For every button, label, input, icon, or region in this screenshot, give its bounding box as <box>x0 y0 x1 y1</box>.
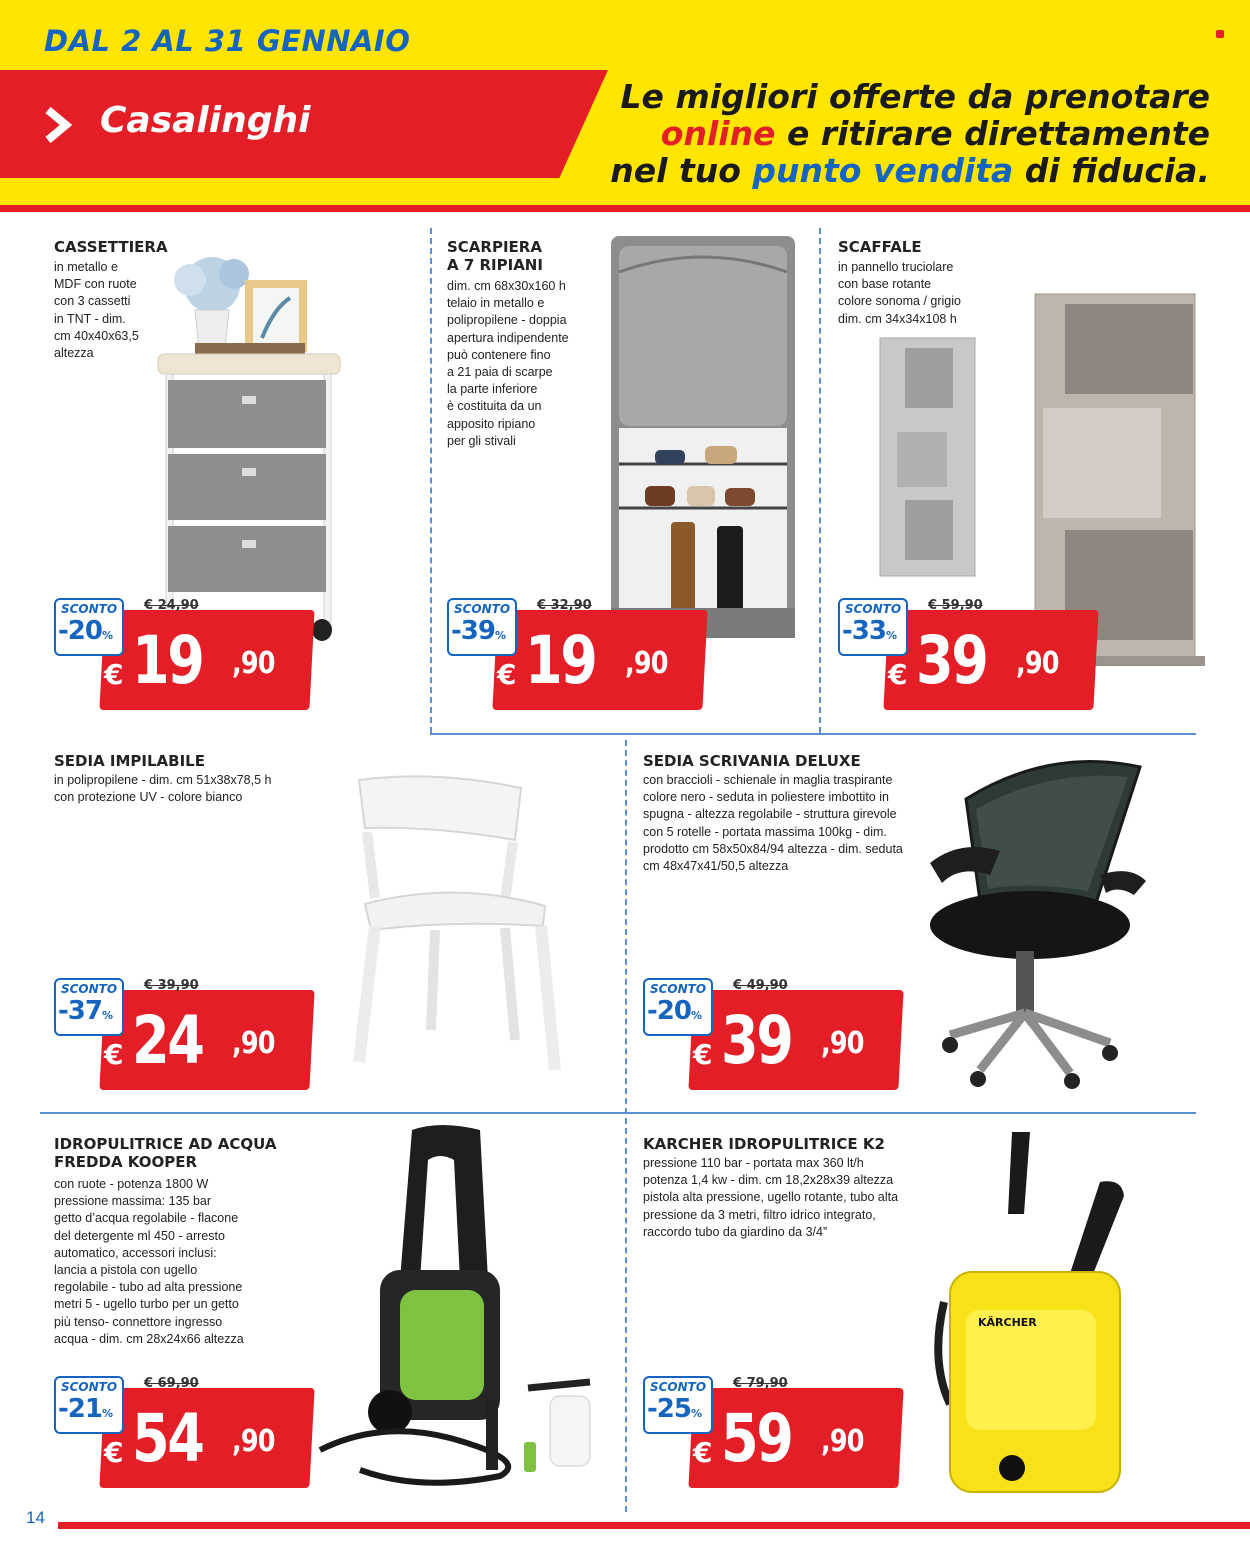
discount-label: SCONTO <box>60 982 118 996</box>
discount-label: SCONTO <box>60 1380 118 1394</box>
discount-label: SCONTO <box>649 982 707 996</box>
price-block <box>643 1376 883 1491</box>
product-title: SCAFFALE <box>838 238 922 256</box>
product-description: in metallo e MDF con ruote con 3 cassetti in TNT - dim. cm 40x40x63,5 altezza <box>54 260 139 361</box>
old-price: € 49,90 <box>733 978 788 993</box>
price-integer: 39 <box>916 622 987 699</box>
discount-badge <box>838 598 908 656</box>
discount-value <box>58 996 113 1026</box>
discount-percent-sign: % <box>885 629 898 642</box>
shoe-rack-image <box>605 232 805 652</box>
pressure-washer-kooper-image <box>300 1120 610 1495</box>
divider-h-2 <box>40 1112 1196 1114</box>
price-decimal: ,90 <box>1016 646 1059 681</box>
promo-online: online <box>660 114 776 153</box>
price-integer: 39 <box>721 1002 792 1079</box>
euro-sign: € <box>497 658 517 691</box>
price-integer: 24 <box>132 1002 203 1079</box>
product-description: dim. cm 68x30x160 h telaio in metallo e polipropilene - doppia apertura indipendente può contenere fino a 21 paia di scarpe la parte inferiore è costituita da un apposito ripiano per gli stivali <box>447 279 569 448</box>
price-decimal: ,90 <box>821 1424 864 1459</box>
euro-sign: € <box>104 658 124 691</box>
product-title: IDROPULITRICE AD ACQUA FREDDA KOOPER <box>54 1135 277 1171</box>
price-decimal: ,90 <box>625 646 668 681</box>
discount-number: -21 <box>58 1394 102 1424</box>
discount-badge <box>54 978 124 1036</box>
discount-badge <box>643 978 713 1036</box>
drawer-unit-image <box>150 250 350 645</box>
product-title: SEDIA IMPILABILE <box>54 752 205 770</box>
discount-value <box>842 616 897 646</box>
product-title: KARCHER IDROPULITRICE K2 <box>643 1135 885 1153</box>
header-divider <box>0 205 1250 212</box>
price-decimal: ,90 <box>821 1026 864 1061</box>
discount-value <box>647 996 702 1026</box>
price-block <box>54 1376 294 1491</box>
promo-line-3-post: di fiducia. <box>1013 151 1210 190</box>
divider-v-2 <box>819 228 821 733</box>
old-price: € 39,90 <box>144 978 199 993</box>
divider-h-1 <box>430 733 1196 735</box>
divider-v-1 <box>430 228 432 733</box>
price-decimal: ,90 <box>232 646 275 681</box>
promo-line-2-rest: e ritirare direttamente <box>775 114 1210 153</box>
old-price: € 69,90 <box>144 1376 199 1391</box>
promo-line-2 <box>610 115 1210 152</box>
price-block <box>447 598 687 713</box>
discount-value <box>647 1394 702 1424</box>
promo-punto-vendita: punto vendita <box>752 151 1014 190</box>
office-chair-image <box>920 755 1150 1095</box>
price-integer: 54 <box>132 1400 203 1477</box>
footer-divider <box>58 1522 1250 1529</box>
discount-percent-sign: % <box>690 1009 703 1022</box>
product-title: CASSETTIERA <box>54 238 168 256</box>
discount-badge <box>643 1376 713 1434</box>
price-decimal: ,90 <box>232 1026 275 1061</box>
discount-number: -20 <box>647 996 691 1026</box>
category-title: Casalinghi <box>100 100 311 141</box>
product-description: pressione 110 bar - portata max 360 lt/h potenza 1,4 kw - dim. cm 18,2x28x39 altezza pistola alta pressione, ugello rotante, tubo alta pressione da 3 metri, filtro idrico integrato, raccordo tubo da giardino da 3/4” <box>643 1156 899 1239</box>
promo-line-3 <box>610 152 1210 189</box>
pressure-washer-karcher-image <box>900 1122 1180 1502</box>
product-description: in polipropilene - dim. cm 51x38x78,5 h con protezione UV - colore bianco <box>54 773 272 805</box>
old-price: € 79,90 <box>733 1376 788 1391</box>
discount-badge <box>447 598 517 656</box>
product-title: SEDIA SCRIVANIA DELUXE <box>643 752 861 770</box>
euro-sign: € <box>693 1038 713 1071</box>
chevron-right-icon <box>40 106 74 144</box>
euro-sign: € <box>104 1436 124 1469</box>
product-description: in pannello truciolare con base rotante colore sonoma / grigio dim. cm 34x34x108 h <box>838 260 961 326</box>
karcher-logo: KÄRCHER <box>978 1316 1037 1329</box>
promo-line-1: Le migliori offerte da prenotare <box>620 77 1210 116</box>
promo-headline <box>610 78 1210 189</box>
old-price: € 32,90 <box>537 598 592 613</box>
discount-percent-sign: % <box>101 629 114 642</box>
price-block <box>54 978 294 1093</box>
price-integer: 19 <box>525 622 596 699</box>
discount-number: -33 <box>842 616 886 646</box>
price-block <box>838 598 1078 713</box>
discount-value <box>451 616 506 646</box>
product-description: con ruote - potenza 1800 W pressione massima: 135 bar getto d’acqua regolabile - flacone del detergente ml 450 - arresto automatico, accessori inclusi: lancia a pistola con ugello regolabile - tubo ad alta pressione metri 5 - ugello turbo per un getto più tenso- connettore ingresso acqua - dim. cm 28x24x66 altezza <box>54 1177 244 1346</box>
discount-percent-sign: % <box>101 1407 114 1420</box>
discount-value <box>58 616 113 646</box>
discount-percent-sign: % <box>101 1009 114 1022</box>
discount-number: -20 <box>58 616 102 646</box>
discount-percent-sign: % <box>690 1407 703 1420</box>
corner-mark <box>1216 30 1224 38</box>
discount-label: SCONTO <box>60 602 118 616</box>
product-description: con braccioli - schienale in maglia traspirante colore nero - seduta in poliestere imbottito in spugna - altezza regolabile - struttura girevole con 5 rotelle - portata massima 100kg - dim. prodotto cm 58x50x84/94 altezza - dim. seduta cm 48x47x41/50,5 altezza <box>643 773 903 874</box>
old-price: € 59,90 <box>928 598 983 613</box>
date-range: DAL 2 AL 31 GENNAIO <box>44 24 411 58</box>
euro-sign: € <box>104 1038 124 1071</box>
euro-sign: € <box>693 1436 713 1469</box>
discount-badge <box>54 1376 124 1434</box>
discount-badge <box>54 598 124 656</box>
discount-number: -25 <box>647 1394 691 1424</box>
price-block <box>54 598 294 713</box>
divider-v-3 <box>625 740 627 1512</box>
price-integer: 59 <box>721 1400 792 1477</box>
euro-sign: € <box>888 658 908 691</box>
page-number: 14 <box>26 1508 45 1527</box>
discount-number: -39 <box>451 616 495 646</box>
discount-label: SCONTO <box>844 602 902 616</box>
product-title: SCARPIERA A 7 RIPIANI <box>447 238 543 274</box>
promo-line-3-pre: nel tuo <box>610 151 753 190</box>
price-integer: 19 <box>132 622 203 699</box>
white-chair-image <box>345 770 565 1080</box>
discount-label: SCONTO <box>453 602 511 616</box>
discount-label: SCONTO <box>649 1380 707 1394</box>
price-block <box>643 978 883 1093</box>
old-price: € 24,90 <box>144 598 199 613</box>
discount-value <box>58 1394 113 1424</box>
price-decimal: ,90 <box>232 1424 275 1459</box>
discount-percent-sign: % <box>494 629 507 642</box>
discount-number: -37 <box>58 996 102 1026</box>
